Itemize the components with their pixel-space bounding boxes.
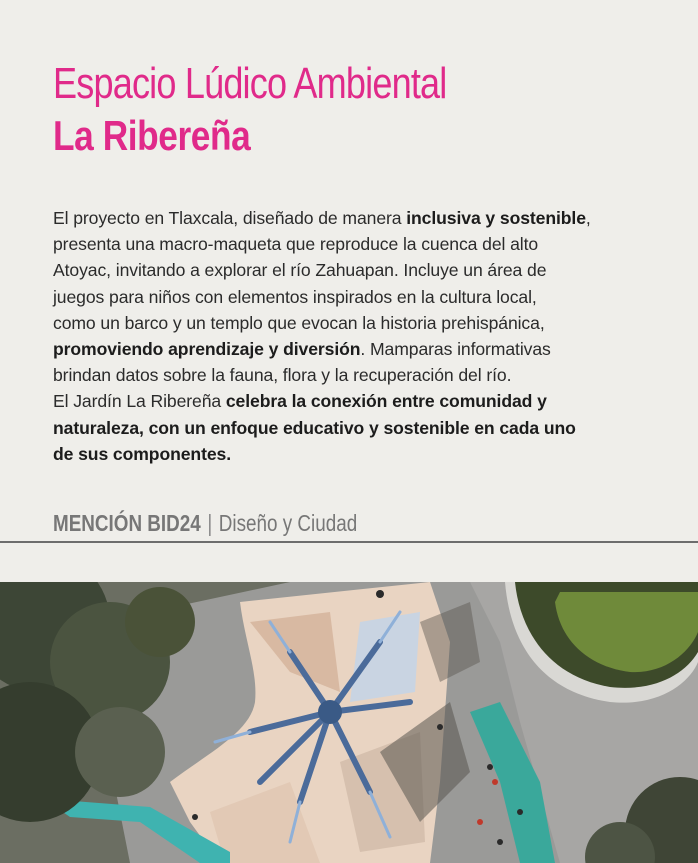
description-paragraph — [53, 205, 653, 467]
text-run: El proyecto en Tlaxcala, diseñado de manera — [53, 208, 407, 228]
award-category: Diseño y Ciudad — [218, 510, 358, 536]
paragraph-line: Atoyac, invitando a explorar el río Zahuapan. Incluye un área de — [53, 260, 547, 281]
paragraph-line — [53, 205, 653, 231]
aerial-park-illustration — [0, 582, 698, 863]
paragraph-line: como un barco y un templo que evocan la historia prehispánica, — [53, 312, 545, 333]
text-run-bold: naturaleza, con un enfoque educativo y sostenible en cada uno — [53, 417, 576, 438]
separator: | — [207, 510, 213, 536]
page-title: Espacio Lúdico Ambiental — [53, 59, 447, 108]
aerial-photo — [0, 582, 698, 863]
title-block — [53, 57, 533, 161]
paragraph-line — [53, 441, 653, 467]
page-subtitle: La Ribereña — [53, 112, 251, 159]
paragraph-line: presenta una macro-maqueta que reproduce la cuenca del alto — [53, 234, 539, 255]
paragraph-line — [53, 336, 653, 362]
divider — [0, 541, 698, 543]
text-run: . Mamparas informativas — [360, 339, 551, 360]
text-run: , — [585, 208, 591, 228]
award-mention — [53, 508, 357, 538]
text-run-bold: promoviendo aprendizaje y diversión — [53, 339, 361, 360]
text-run-bold: celebra la conexión entre comunidad y — [225, 391, 547, 412]
text-run-bold: de sus componentes. — [53, 443, 231, 464]
paragraph-line: juegos para niños con elementos inspirados en la cultura local, — [53, 286, 537, 307]
paragraph-line — [53, 388, 653, 414]
text-run: El Jardín La Ribereña — [53, 391, 226, 412]
paragraph-line — [53, 415, 653, 441]
paragraph-line: brindan datos sobre la fauna, flora y la recuperación del río. — [53, 365, 512, 386]
award-label: MENCIÓN BID24 — [53, 510, 201, 536]
text-run-bold: inclusiva y sostenible — [406, 208, 586, 228]
